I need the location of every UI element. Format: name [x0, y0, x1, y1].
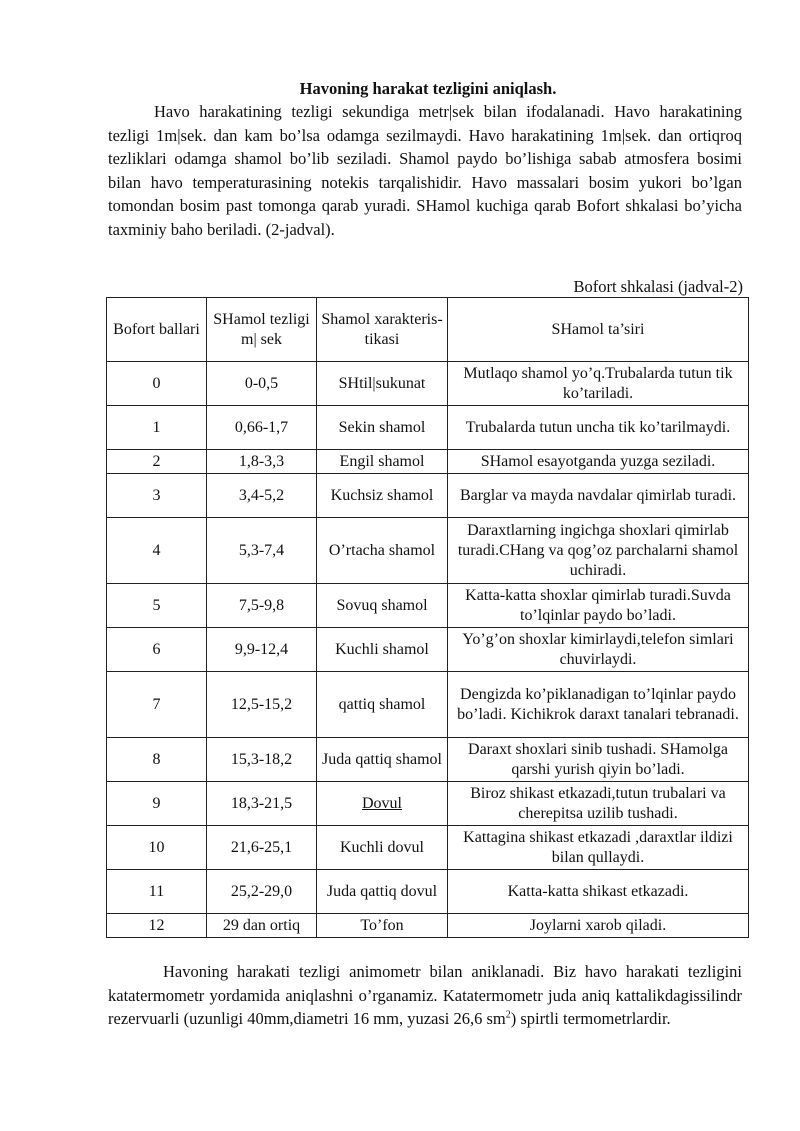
effect-cell: Biroz shikast etkazadi,tutun trubalari va cherepitsa uzilib tushadi.: [448, 782, 749, 826]
speed-cell: 5,3-7,4: [207, 518, 317, 584]
characteristic-cell: Kuchli dovul: [317, 826, 448, 870]
page-title: Havoning harakat tezligini aniqlash.: [299, 79, 557, 98]
table-row: [107, 450, 749, 474]
table-row: [107, 474, 749, 518]
speed-cell: 7,5-9,8: [207, 584, 317, 628]
ball-cell: 0: [107, 362, 207, 406]
ball-cell: 9: [107, 782, 207, 826]
table-row: [107, 826, 749, 870]
speed-cell: 1,8-3,3: [207, 450, 317, 474]
ball-cell: 7: [107, 672, 207, 738]
effect-cell: Mutlaqo shamol yo’q.Trubalarda tutun tik ko’tariladi.: [448, 362, 749, 406]
table-row: [107, 870, 749, 914]
characteristic-cell: Kuchli shamol: [317, 628, 448, 672]
closing-text-end: ) spirtli termometrlardir.: [510, 1009, 671, 1028]
speed-cell: 9,9-12,4: [207, 628, 317, 672]
characteristic-cell: Dovul: [317, 782, 448, 826]
beaufort-table: [106, 297, 749, 938]
intro-paragraph: Havo harakatining tezligi sekundiga metr|sek bilan ifodalanadi. Havo harakatining tezligi 1m|sek. dan kam bo’lsa odamga sezilmaydi. Havo harakatining 1m|sek. dan ortiqroq tezliklari odamga shamol bo’lib seziladi. Shamol paydo bo’lishiga sabab atmosfera bosimi bilan havo temperaturasining notekis tarqalishidir. Havo massalari bosim yukori bo’lgan tomondan bosim past tomonga qarab yuradi. SHamol kuchiga qarab Bofort shkalasi bo’yicha taxminiy baho beriladi. (2-jadval).: [108, 102, 742, 239]
ball-cell: 8: [107, 738, 207, 782]
speed-cell: 3,4-5,2: [207, 474, 317, 518]
characteristic-cell: SHtil|sukunat: [317, 362, 448, 406]
effect-cell: Dengizda ko’piklanadigan to’lqinlar paydo bo’ladi. Kichikrok daraxt tanalari tebranadi.: [448, 672, 749, 738]
header-cell: SHamol tezligi m| sek: [207, 298, 317, 362]
effect-cell: SHamol esayotganda yuzga seziladi.: [448, 450, 749, 474]
effect-cell: Daraxt shoxlari sinib tushadi. SHamolga qarshi yurish qiyin bo’ladi.: [448, 738, 749, 782]
ball-cell: 5: [107, 584, 207, 628]
characteristic-cell: qattiq shamol: [317, 672, 448, 738]
characteristic-cell: Engil shamol: [317, 450, 448, 474]
header-cell: Bofort ballari: [107, 298, 207, 362]
table-row: [107, 914, 749, 938]
table-header-row: [107, 298, 749, 362]
effect-cell: Katta-katta shoxlar qimirlab turadi.Suvda to’lqinlar paydo bo’ladi.: [448, 584, 749, 628]
characteristic-cell: Juda qattiq shamol: [317, 738, 448, 782]
effect-cell: Katta-katta shikast etkazadi.: [448, 870, 749, 914]
ball-cell: 11: [107, 870, 207, 914]
ball-cell: 2: [107, 450, 207, 474]
characteristic-cell: Sovuq shamol: [317, 584, 448, 628]
speed-cell: 18,3-21,5: [207, 782, 317, 826]
speed-cell: 29 dan ortiq: [207, 914, 317, 938]
speed-cell: 0-0,5: [207, 362, 317, 406]
table-row: [107, 782, 749, 826]
effect-cell: Joylarni xarob qiladi.: [448, 914, 749, 938]
header-cell: SHamol ta’siri: [448, 298, 749, 362]
ball-cell: 12: [107, 914, 207, 938]
speed-cell: 21,6-25,1: [207, 826, 317, 870]
ball-cell: 3: [107, 474, 207, 518]
characteristic-cell: Kuchsiz shamol: [317, 474, 448, 518]
characteristic-cell: Sekin shamol: [317, 406, 448, 450]
table-row: [107, 406, 749, 450]
effect-cell: Barglar va mayda navdalar qimirlab turadi.: [448, 474, 749, 518]
effect-cell: Trubalarda tutun uncha tik ko’tarilmaydi.: [448, 406, 749, 450]
speed-cell: 12,5-15,2: [207, 672, 317, 738]
table-row: [107, 518, 749, 584]
effect-cell: Yo’g’on shoxlar kimirlaydi,telefon simlari chuvirlaydi.: [448, 628, 749, 672]
characteristic-cell: O’rtacha shamol: [317, 518, 448, 584]
effect-cell: Kattagina shikast etkazadi ,daraxtlar ildizi bilan qullaydi.: [448, 826, 749, 870]
superscript: 2: [505, 1009, 511, 1021]
table-caption: Bofort shkalasi (jadval-2): [573, 277, 743, 296]
characteristic-cell: To’fon: [317, 914, 448, 938]
table-row: [107, 672, 749, 738]
table-row: [107, 628, 749, 672]
speed-cell: 15,3-18,2: [207, 738, 317, 782]
characteristic-cell: Juda qattiq dovul: [317, 870, 448, 914]
speed-cell: 0,66-1,7: [207, 406, 317, 450]
speed-cell: 25,2-29,0: [207, 870, 317, 914]
table-row: [107, 738, 749, 782]
ball-cell: 1: [107, 406, 207, 450]
ball-cell: 10: [107, 826, 207, 870]
effect-cell: Daraxtlarning ingichga shoxlari qimirlab turadi.CHang va qog’oz parchalarni shamol uchiradi.: [448, 518, 749, 584]
header-cell: Shamol xarakteris-tikasi: [317, 298, 448, 362]
closing-paragraph: [108, 960, 742, 1031]
ball-cell: 4: [107, 518, 207, 584]
table-row: [107, 584, 749, 628]
table-row: [107, 362, 749, 406]
closing-text: Havoning harakati tezligi animometr bilan aniklanadi. Biz havo harakati tezligini katatermometr yordamida aniqlashni o’rganamiz. Katatermometr juda aniq kattalikdagissilindr rezervuarli (uzunligi 40mm,diametri 16 mm, yuzasi 26,6 sm: [108, 962, 742, 1028]
ball-cell: 6: [107, 628, 207, 672]
